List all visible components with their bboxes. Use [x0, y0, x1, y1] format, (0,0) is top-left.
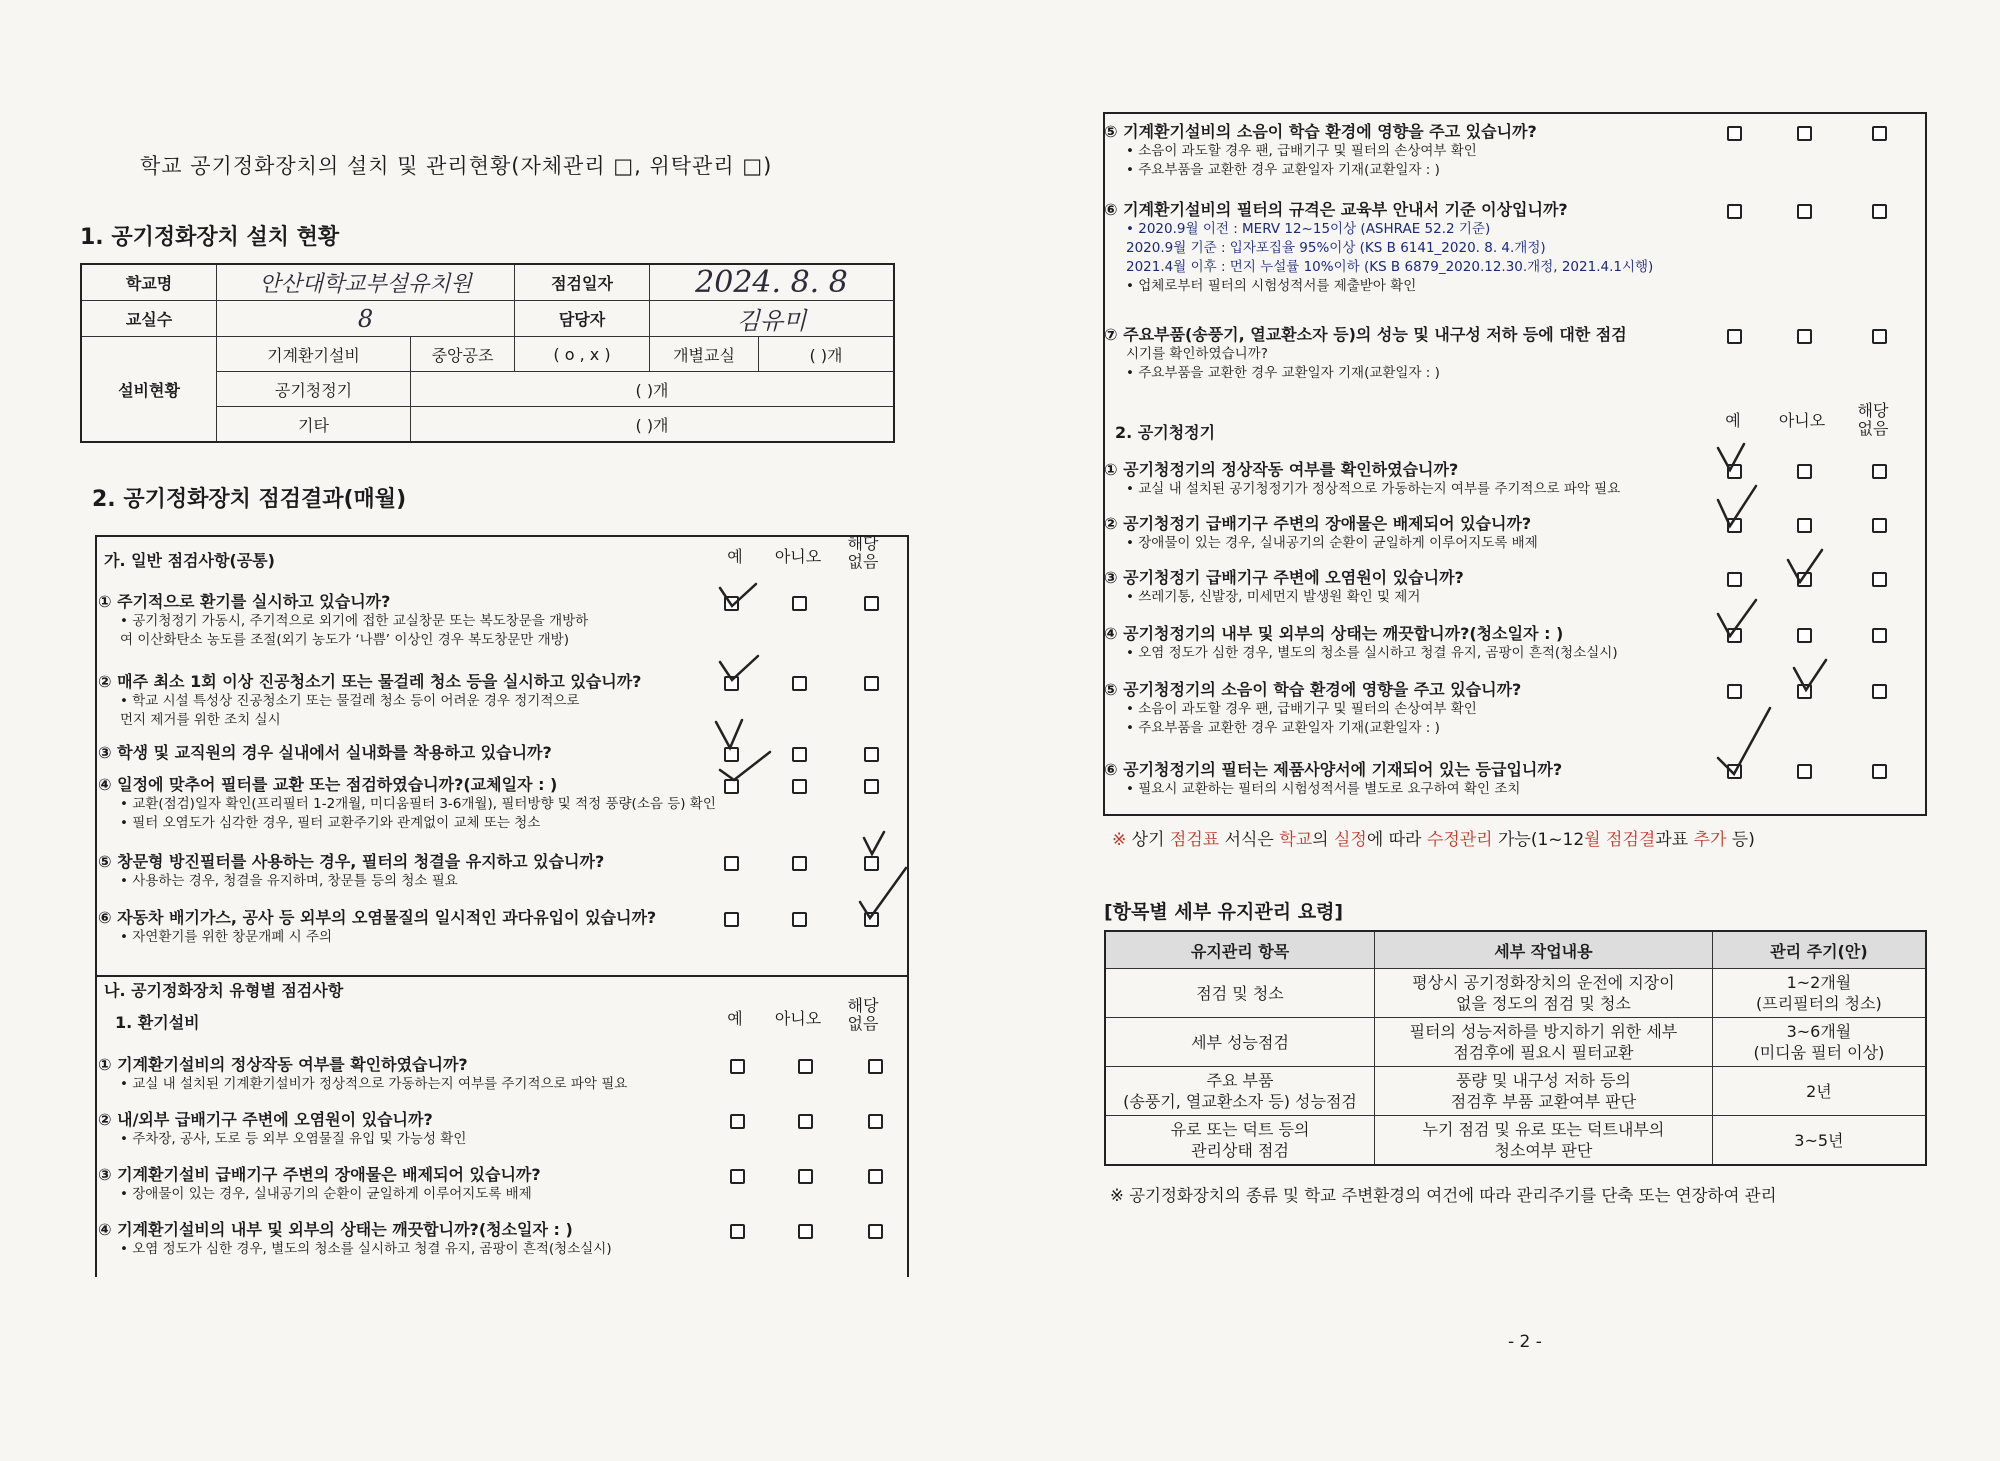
check-question: ⑤ 공기청정기의 소음이 학습 환경에 영향을 주고 있습니까? — [1104, 680, 1522, 699]
mech-vent-label: 기계환기설비 — [217, 337, 411, 372]
section1-heading: 1. 공기정화장치 설치 현황 — [80, 225, 340, 250]
date-label: 점검일자 — [515, 264, 650, 301]
maintenance-cell: 평상시 공기정화장치의 운전에 지장이 없을 정도의 점검 및 청소 — [1375, 969, 1713, 1018]
maintenance-cell: 점검 및 청소 — [1105, 969, 1375, 1018]
maintenance-cell: 2년 — [1712, 1067, 1926, 1116]
note-segment: 학교 — [1279, 830, 1313, 850]
check-question: ① 주기적으로 환기를 실시하고 있습니까? — [98, 592, 391, 611]
col-no-3: 아니오 — [1778, 411, 1826, 430]
check-question: ⑦ 주요부품(송풍기, 열교환소자 등)의 성능 및 내구성 저하 등에 대한 점검 — [1104, 325, 1627, 344]
check-note: 먼지 제거를 위한 조치 실시 — [120, 712, 281, 728]
school-name: 안산대학교부설유치원 — [217, 264, 515, 301]
maintenance-header-cell: 관리 주기(안) — [1712, 931, 1926, 969]
check-question: ⑥ 기계환기설비의 필터의 규격은 교육부 안내서 기준 이상입니까? — [1104, 200, 1568, 219]
col-na-3: 해당 없음 — [1857, 401, 1889, 438]
check-note: • 자연환기를 위한 창문개폐 시 주의 — [120, 929, 332, 945]
note-segment: 실정 — [1333, 830, 1367, 850]
note-segment: 등) — [1726, 830, 1755, 850]
check-mark — [1718, 600, 1756, 636]
check-question: ② 내/외부 급배기구 주변에 오염원이 있습니까? — [98, 1110, 433, 1129]
check-note: • 오염 정도가 심한 경우, 별도의 청소를 실시하고 청결 유지, 곰팡이 흔적(청소실시) — [1126, 645, 1618, 661]
other-count: ( )개 — [411, 407, 895, 443]
check-note: • 교환(점검)일자 확인(프리필터 1-2개월, 미디움필터 3-6개월), 필터방향 및 적정 풍량(소음 등) 확인 — [120, 796, 716, 812]
check-note: • 업체로부터 필터의 시험성적서를 제출받아 확인 — [1126, 278, 1417, 294]
note-segment: 추가 — [1693, 830, 1727, 850]
check-question: ① 공기청정기의 정상작동 여부를 확인하였습니까? — [1104, 460, 1459, 479]
check-note: • 2020.9월 이전 : MERV 12~15이상 (ASHRAE 52.2 기준) — [1126, 221, 1491, 237]
check-note: • 주요부품을 교환한 경우 교환일자 기재(교환일자 : ) — [1126, 720, 1440, 736]
check-question: ⑥ 공기청정기의 필터는 제품사양서에 기재되어 있는 등급입니까? — [1104, 760, 1563, 779]
check-note: 2020.9월 기준 : 입자포집율 95%이상 (KS B 6141_2020. 8. 4.개정) — [1126, 240, 1546, 256]
other-label: 기타 — [217, 407, 411, 443]
vent-title: 1. 환기설비 — [115, 1013, 200, 1032]
check-question: ⑤ 기계환기설비의 소음이 학습 환경에 영향을 주고 있습니까? — [1104, 122, 1537, 141]
check-question: ④ 기계환기설비의 내부 및 외부의 상태는 깨끗합니까?(청소일자 : ) — [98, 1220, 573, 1239]
note-mark: ※ — [1112, 830, 1132, 850]
check-question: ① 기계환기설비의 정상작동 여부를 확인하였습니까? — [98, 1055, 468, 1074]
air-purifier-label: 공기청정기 — [217, 372, 411, 407]
maintenance-cell: 주요 부품 (송풍기, 열교환소자 등) 성능점검 — [1105, 1067, 1375, 1116]
note-segment: 수정관리 — [1426, 830, 1493, 850]
col-yes-2: 예 — [727, 1009, 743, 1028]
type-title: 나. 공기정화장치 유형별 점검사항 — [104, 981, 344, 1000]
maintenance-cell: 누기 점검 및 유로 또는 덕트내부의 청소여부 판단 — [1375, 1116, 1713, 1166]
maintenance-cell: 3~5년 — [1712, 1116, 1926, 1166]
col-no-2: 아니오 — [774, 1009, 822, 1028]
col-no: 아니오 — [774, 547, 822, 566]
check-note: • 학교 시설 특성상 진공청소기 또는 물걸레 청소 등이 어려운 경우 정기적으로 — [120, 693, 580, 709]
general-title: 가. 일반 점검사항(공통) — [104, 551, 275, 570]
central-label: 중앙공조 — [411, 337, 515, 372]
maintenance-cell: 풍량 및 내구성 저하 등의 점검후 부품 교환여부 판단 — [1375, 1067, 1713, 1116]
note-segment: 과표 — [1655, 830, 1694, 850]
check-mark — [716, 720, 742, 748]
check-note: • 교실 내 설치된 기계환기설비가 정상적으로 가동하는지 여부를 주기적으로 파악 필요 — [120, 1076, 628, 1092]
check-note: • 주요부품을 교환한 경우 교환일자 기재(교환일자 : ) — [1126, 162, 1440, 178]
check-mark — [1788, 550, 1822, 582]
maintenance-cell: 세부 성능점검 — [1105, 1018, 1375, 1067]
note-cycle: ※ 공기정화장치의 종류 및 학교 주변환경의 여건에 따라 관리주기를 단축 또는 연장하여 관리 — [1110, 1186, 1777, 1205]
check-note: 2021.4월 이후 : 먼지 누설률 10%이하 (KS B 6879_2020.12.30.개정, 2021.4.1시행) — [1126, 259, 1654, 275]
check-question: ② 공기청정기 급배기구 주변의 장애물은 배제되어 있습니까? — [1104, 514, 1532, 533]
check-note: • 오염 정도가 심한 경우, 별도의 청소를 실시하고 청결 유지, 곰팡이 흔적(청소실시) — [120, 1241, 612, 1257]
check-note: • 쓰레기통, 신발장, 미세먼지 발생원 확인 및 제거 — [1126, 589, 1421, 605]
check-question: ② 매주 최소 1회 이상 진공청소기 또는 물걸레 청소 등을 실시하고 있습니까? — [98, 672, 642, 691]
check-note: • 주차장, 공사, 도로 등 외부 오염물질 유입 및 가능성 확인 — [120, 1131, 467, 1147]
maintenance-cell: 1~2개월 (프리필터의 청소) — [1712, 969, 1926, 1018]
maintenance-cell: 유로 또는 덕트 등의 관리상태 점검 — [1105, 1116, 1375, 1166]
check-mark — [1718, 444, 1744, 470]
check-note: • 교실 내 설치된 공기청정기가 정상적으로 가동하는지 여부를 주기적으로 파악 필요 — [1126, 481, 1621, 497]
maintenance-cell: 필터의 성능저하를 방지하기 위한 세부 점검후에 필요시 필터교환 — [1375, 1018, 1713, 1067]
note-segment: 점검표 — [1169, 830, 1220, 850]
individual-count: ( )개 — [759, 337, 895, 372]
manager-label: 담당자 — [515, 301, 650, 337]
check-question: ③ 공기청정기 급배기구 주변에 오염원이 있습니까? — [1104, 568, 1464, 587]
classrooms-count: 8 — [217, 301, 515, 337]
note-segment: 상기 — [1131, 830, 1170, 850]
note-segment: 에 따라 — [1366, 830, 1427, 850]
check-mark — [1718, 708, 1770, 774]
check-question: ④ 일정에 맞추어 필터를 교환 또는 점검하였습니까?(교체일자 : ) — [98, 775, 558, 794]
individual-label: 개별교실 — [650, 337, 759, 372]
check-question: ④ 공기청정기의 내부 및 외부의 상태는 깨끗합니까?(청소일자 : ) — [1104, 624, 1564, 643]
check-note: 여 이산화탄소 농도를 조절(외기 농도가 ‘나쁨’ 이상인 경우 복도창문만 개방) — [120, 632, 569, 648]
check-note: • 장애물이 있는 경우, 실내공기의 순환이 균일하게 이루어지도록 배제 — [1126, 535, 1538, 551]
maintenance-cell: 3~6개월 (미디움 필터 이상) — [1712, 1018, 1926, 1067]
check-mark — [860, 868, 906, 918]
manager-signature: 김유미 — [650, 301, 895, 337]
check-question: ⑥ 자동차 배기가스, 공사 등 외부의 오염물질의 일시적인 과다유입이 있습니까? — [98, 908, 657, 927]
col-yes-3: 예 — [1725, 411, 1741, 430]
note-segment: 서식은 — [1219, 830, 1280, 850]
check-mark — [1718, 486, 1756, 526]
col-na: 해당 없음 — [847, 534, 879, 571]
inspection-date: 2024. 8. 8 — [650, 264, 895, 301]
col-na-2: 해당 없음 — [847, 996, 879, 1033]
check-question: ⑤ 창문형 방진필터를 사용하는 경우, 필터의 청결을 유지하고 있습니까? — [98, 852, 605, 871]
check-note: 시기를 확인하였습니까? — [1126, 346, 1268, 362]
maintenance-header-cell: 유지관리 항목 — [1105, 931, 1375, 969]
classrooms-label: 교실수 — [81, 301, 217, 337]
page-number: - 2 - — [1508, 1332, 1542, 1352]
check-mark — [864, 832, 884, 854]
air-purifier-count: ( )개 — [411, 372, 895, 407]
check-note: • 소음이 과도할 경우 팬, 급배기구 및 필터의 손상여부 확인 — [1126, 143, 1477, 159]
check-note: • 주요부품을 교환한 경우 교환일자 기재(교환일자 : ) — [1126, 365, 1440, 381]
central-ox: ( o , x ) — [515, 337, 650, 372]
check-mark — [720, 752, 770, 780]
col-yes: 예 — [727, 547, 743, 566]
check-question: ③ 학생 및 교직원의 경우 실내에서 실내화를 착용하고 있습니까? — [98, 743, 552, 762]
check-note: • 공기청정기 가동시, 주기적으로 외기에 접한 교실창문 또는 복도창문을 개방하 — [120, 613, 589, 629]
check-mark — [720, 584, 756, 606]
check-note: • 장애물이 있는 경우, 실내공기의 순환이 균일하게 이루어지도록 배제 — [120, 1186, 532, 1202]
equipment-label: 설비현황 — [81, 337, 217, 443]
note-segment: 가능(1~12 — [1492, 830, 1585, 850]
check-note: • 사용하는 경우, 청결을 유지하며, 창문틀 등의 청소 필요 — [120, 873, 458, 889]
check-mark — [1794, 660, 1826, 690]
maintenance-heading: [항목별 세부 유지관리 요령] — [1104, 901, 1344, 923]
note-segment: 월 — [1584, 830, 1601, 850]
document-title: 학교 공기정화장치의 설치 및 관리현황(자체관리 □, 위탁관리 □) — [140, 154, 773, 178]
note-segment: 점검결 — [1606, 830, 1656, 850]
school-label: 학교명 — [81, 264, 217, 301]
maintenance-header-cell: 세부 작업내용 — [1375, 931, 1713, 969]
section2-heading: 2. 공기정화장치 점검결과(매월) — [92, 487, 407, 512]
check-note: • 필요시 교환하는 필터의 시험성적서를 별도로 요구하여 확인 조치 — [1126, 781, 1521, 797]
check-mark — [720, 656, 758, 680]
check-note: • 소음이 과도할 경우 팬, 급배기구 및 필터의 손상여부 확인 — [1126, 701, 1477, 717]
purifier-title: 2. 공기청정기 — [1115, 423, 1216, 442]
check-question: ③ 기계환기설비 급배기구 주변의 장애물은 배제되어 있습니까? — [98, 1165, 541, 1184]
note-segment: 의 — [1312, 830, 1334, 850]
check-note: • 필터 오염도가 심각한 경우, 필터 교환주기와 관계없이 교체 또는 청소 — [120, 815, 541, 831]
